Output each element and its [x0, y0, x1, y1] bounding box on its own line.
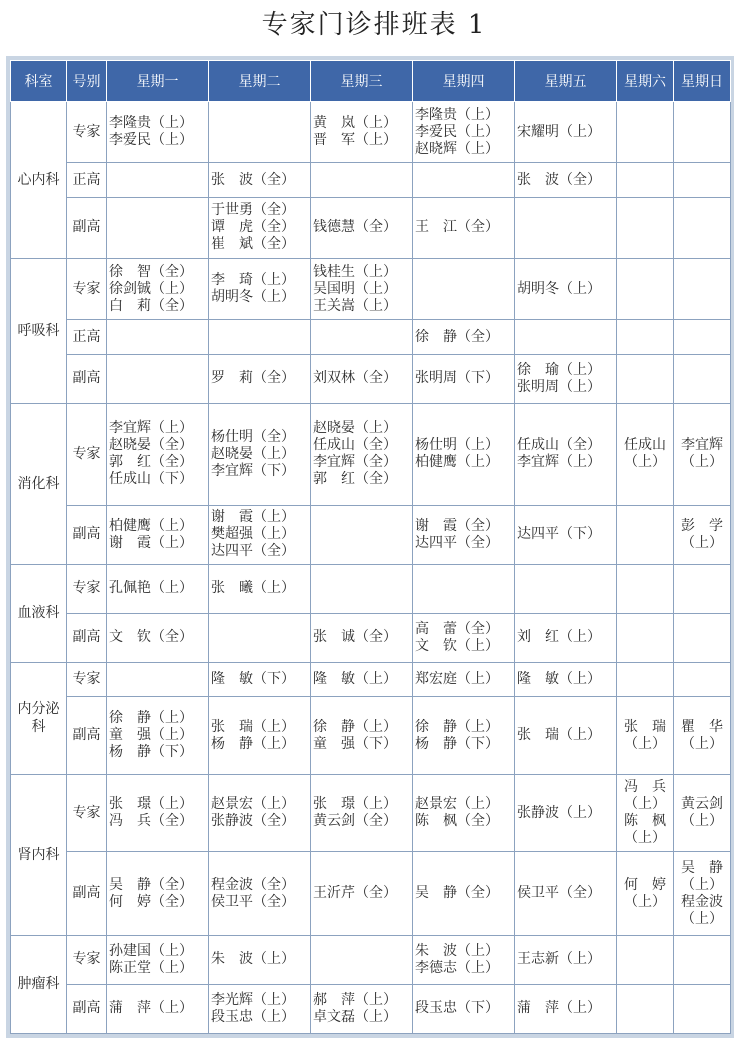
schedule-cell [311, 935, 413, 984]
department-name: 心内科 [11, 102, 67, 259]
column-header: 星期五 [515, 61, 617, 102]
clinic-type: 专家 [67, 774, 107, 851]
schedule-cell [674, 613, 731, 662]
schedule-cell [674, 197, 731, 258]
schedule-cell [311, 564, 413, 613]
schedule-cell: 胡明冬（上） [515, 259, 617, 320]
schedule-cell [674, 935, 731, 984]
schedule-cell: 刘 红（上） [515, 613, 617, 662]
table-row [11, 403, 731, 505]
schedule-cell [674, 564, 731, 613]
table-row [11, 662, 731, 697]
schedule-cell: 李宜辉（上） 赵晓晏（全） 郭 红（全） 任成山（下） [107, 403, 209, 505]
table-row [11, 852, 731, 936]
schedule-cell: 宋耀明（上） [515, 102, 617, 163]
clinic-type: 专家 [67, 259, 107, 320]
column-header: 星期三 [311, 61, 413, 102]
schedule-cell: 蒲 萍（上） [515, 984, 617, 1033]
schedule-cell [107, 354, 209, 403]
schedule-cell: 张 璟（上） 冯 兵（全） [107, 774, 209, 851]
table-row [11, 259, 731, 320]
schedule-cell [674, 984, 731, 1033]
department-name: 肿瘤科 [11, 935, 67, 1033]
schedule-cell: 赵景宏（上） 张静波（全） [209, 774, 311, 851]
table-row [11, 984, 731, 1033]
table-row [11, 564, 731, 613]
schedule-cell: 高 蕾（全） 文 钦（上） [413, 613, 515, 662]
clinic-type: 副高 [67, 613, 107, 662]
schedule-cell: 吴 静 （上） 程金波 （上） [674, 852, 731, 936]
schedule-cell [674, 102, 731, 163]
schedule-cell: 柏健鹰（上） 谢 霞（上） [107, 505, 209, 564]
schedule-cell [617, 197, 674, 258]
schedule-cell: 王沂芹（全） [311, 852, 413, 936]
column-header: 号别 [67, 61, 107, 102]
column-header: 星期日 [674, 61, 731, 102]
schedule-cell: 郑宏庭（上） [413, 662, 515, 697]
schedule-cell: 李隆贵（上） 李爱民（上） [107, 102, 209, 163]
schedule-cell [617, 984, 674, 1033]
schedule-cell: 李隆贵（上） 李爱民（上） 赵晓辉（上） [413, 102, 515, 163]
schedule-cell [107, 662, 209, 697]
department-name: 消化科 [11, 403, 67, 564]
schedule-cell: 张明周（下） [413, 354, 515, 403]
schedule-cell: 谢 霞（上） 樊超强（上） 达四平（全） [209, 505, 311, 564]
schedule-cell: 王 江（全） [413, 197, 515, 258]
schedule-cell: 张 曦（上） [209, 564, 311, 613]
schedule-cell: 杨仕明（全） 赵晓晏（上） 李宜辉（下） [209, 403, 311, 505]
clinic-type: 副高 [67, 852, 107, 936]
table-row [11, 102, 731, 163]
schedule-cell: 张 诚（全） [311, 613, 413, 662]
schedule-cell [617, 259, 674, 320]
clinic-type: 正高 [67, 320, 107, 355]
department-name: 内分泌 科 [11, 662, 67, 774]
column-header: 星期四 [413, 61, 515, 102]
clinic-type: 正高 [67, 163, 107, 198]
schedule-cell: 于世勇（全） 谭 虎（全） 崔 斌（全） [209, 197, 311, 258]
schedule-cell: 瞿 华 （上） [674, 697, 731, 774]
schedule-cell: 罗 莉（全） [209, 354, 311, 403]
schedule-cell [674, 354, 731, 403]
schedule-cell: 钱德慧（全） [311, 197, 413, 258]
schedule-cell: 文 钦（全） [107, 613, 209, 662]
column-header: 星期六 [617, 61, 674, 102]
schedule-cell: 任成山（全） 李宜辉（上） [515, 403, 617, 505]
schedule-cell: 朱 波（上） 李德志（上） [413, 935, 515, 984]
schedule-cell [107, 163, 209, 198]
schedule-cell [209, 613, 311, 662]
schedule-cell [311, 320, 413, 355]
schedule-cell [515, 564, 617, 613]
schedule-cell [617, 613, 674, 662]
schedule-cell: 孙建国（上） 陈正堂（上） [107, 935, 209, 984]
schedule-cell: 任成山 （上） [617, 403, 674, 505]
schedule-cell: 蒲 萍（上） [107, 984, 209, 1033]
schedule-cell: 李宜辉 （上） [674, 403, 731, 505]
schedule-cell: 徐 静（全） [413, 320, 515, 355]
schedule-cell [674, 259, 731, 320]
schedule-cell: 黄 岚（上） 晋 军（上） [311, 102, 413, 163]
clinic-type: 副高 [67, 505, 107, 564]
schedule-cell: 孔佩艳（上） [107, 564, 209, 613]
schedule-cell: 李 琦（上） 胡明冬（上） [209, 259, 311, 320]
schedule-cell: 隆 敏（上） [311, 662, 413, 697]
page-title: 专家门诊排班表 1 [261, 10, 487, 40]
schedule-cell: 刘双林（全） [311, 354, 413, 403]
schedule-cell: 徐 智（全） 徐剑铖（上） 白 莉（全） [107, 259, 209, 320]
schedule-cell: 王志新（上） [515, 935, 617, 984]
schedule-cell [617, 320, 674, 355]
clinic-type: 副高 [67, 697, 107, 774]
table-row [11, 197, 731, 258]
table-row [11, 774, 731, 851]
schedule-cell: 张 波（全） [209, 163, 311, 198]
column-header: 星期二 [209, 61, 311, 102]
schedule-cell [209, 102, 311, 163]
schedule-cell: 朱 波（上） [209, 935, 311, 984]
clinic-type: 专家 [67, 662, 107, 697]
schedule-cell [413, 259, 515, 320]
table-row [11, 697, 731, 774]
schedule-cell: 李光辉（上） 段玉忠（上） [209, 984, 311, 1033]
department-name: 肾内科 [11, 774, 67, 935]
schedule-cell: 郝 萍（上） 卓文磊（上） [311, 984, 413, 1033]
schedule-cell [107, 320, 209, 355]
schedule-cell: 张 璟（上） 黄云剑（全） [311, 774, 413, 851]
table-row [11, 163, 731, 198]
table-row [11, 613, 731, 662]
schedule-cell [617, 163, 674, 198]
schedule-cell: 侯卫平（全） [515, 852, 617, 936]
schedule-cell: 张 瑞 （上） [617, 697, 674, 774]
schedule-cell [311, 163, 413, 198]
schedule-cell [617, 564, 674, 613]
department-name: 血液科 [11, 564, 67, 662]
clinic-type: 专家 [67, 102, 107, 163]
schedule-cell: 程金波（全） 侯卫平（全） [209, 852, 311, 936]
schedule-cell: 谢 霞（全） 达四平（全） [413, 505, 515, 564]
schedule-cell: 赵景宏（上） 陈 枫（全） [413, 774, 515, 851]
schedule-cell [617, 662, 674, 697]
schedule-cell [413, 163, 515, 198]
schedule-cell [617, 935, 674, 984]
clinic-type: 专家 [67, 935, 107, 984]
schedule-cell [515, 320, 617, 355]
schedule-cell: 隆 敏（下） [209, 662, 311, 697]
schedule-cell: 徐 瑜（上） 张明周（上） [515, 354, 617, 403]
schedule-frame [6, 56, 734, 1038]
table-row [11, 320, 731, 355]
clinic-type: 副高 [67, 984, 107, 1033]
schedule-cell [311, 505, 413, 564]
schedule-cell [617, 354, 674, 403]
table-row [11, 354, 731, 403]
schedule-cell: 何 婷 （上） [617, 852, 674, 936]
schedule-cell [617, 505, 674, 564]
schedule-cell: 达四平（下） [515, 505, 617, 564]
schedule-cell [674, 662, 731, 697]
schedule-cell: 吴 静（全） 何 婷（全） [107, 852, 209, 936]
schedule-cell: 徐 静（上） 杨 静（下） [413, 697, 515, 774]
schedule-cell [413, 564, 515, 613]
schedule-cell: 钱桂生（上） 吴国明（上） 王关嵩（上） [311, 259, 413, 320]
clinic-type: 副高 [67, 354, 107, 403]
table-row [11, 505, 731, 564]
schedule-cell: 徐 静（上） 童 强（上） 杨 静（下） [107, 697, 209, 774]
schedule-cell: 张 波（全） [515, 163, 617, 198]
schedule-cell [617, 102, 674, 163]
schedule-cell [107, 197, 209, 258]
column-header: 星期一 [107, 61, 209, 102]
table-row [11, 935, 731, 984]
column-header: 科室 [11, 61, 67, 102]
schedule-cell: 冯 兵 （上） 陈 枫 （上） [617, 774, 674, 851]
clinic-type: 专家 [67, 564, 107, 613]
schedule-cell: 隆 敏（上） [515, 662, 617, 697]
schedule-cell [674, 320, 731, 355]
schedule-cell: 张静波（上） [515, 774, 617, 851]
schedule-cell: 吴 静（全） [413, 852, 515, 936]
schedule-cell: 彭 学 （上） [674, 505, 731, 564]
clinic-type: 副高 [67, 197, 107, 258]
clinic-type: 专家 [67, 403, 107, 505]
schedule-cell: 段玉忠（下） [413, 984, 515, 1033]
schedule-cell: 张 瑞（上） [515, 697, 617, 774]
schedule-cell: 徐 静（上） 童 强（下） [311, 697, 413, 774]
schedule-cell [515, 197, 617, 258]
schedule-cell: 黄云剑 （上） [674, 774, 731, 851]
schedule-cell: 赵晓晏（上） 任成山（全） 李宜辉（全） 郭 红（全） [311, 403, 413, 505]
schedule-cell [209, 320, 311, 355]
header-row [11, 61, 731, 102]
schedule-cell: 杨仕明（上） 柏健鹰（上） [413, 403, 515, 505]
schedule-cell: 张 瑞（上） 杨 静（上） [209, 697, 311, 774]
department-name: 呼吸科 [11, 259, 67, 404]
schedule-table [10, 60, 731, 1034]
schedule-cell [674, 163, 731, 198]
